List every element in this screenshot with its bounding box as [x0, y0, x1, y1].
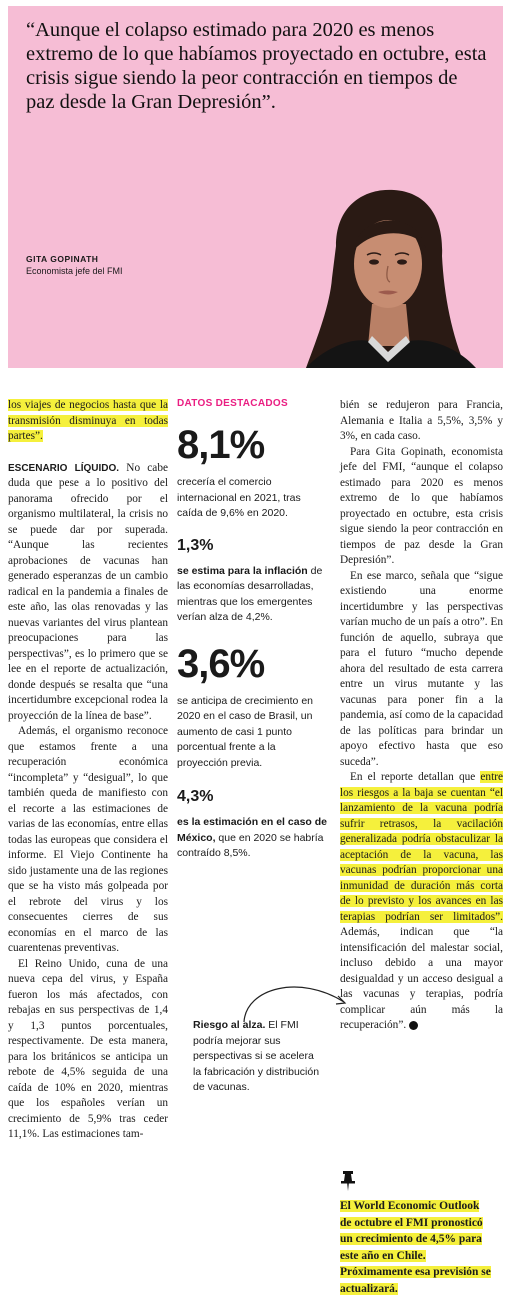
- paragraph: En ese marco, señala que “sigue existiendo una enorme incertidumbre y las perspectivas varían mucho de un país a otro”. En función de aquello, subraya que para el futuro “mucho depende ahora del resultado de esta carrera entre un virus mutante y las vacunas para poner fin a la pandemia, así como de la capacidad de las políticas para brindar un apoyo efectivo hasta que eso suceda”.: [340, 569, 503, 768]
- author-portrait: [266, 186, 503, 368]
- callout-text: El FMI podría mejorar sus perspectivas si se acelera la fabricación y distribución de vacunas.: [193, 1019, 320, 1093]
- paragraph: Además, el organismo reconoce que estamos frente a una recuperación económica “incompleta” y “desigual”, lo que también queda de manifiesto con el recorte a las estimaciones de varias de las economías, entre ellas todas las europeas que considera el informe. El Viejo Continente ha sido justamente una de las regiones que se ha visto más golpeada por el rebrote del virus y los consecuentes cierres de sus economías en el marco de las cuarentenas preventivas.: [8, 725, 168, 954]
- paragraph: El Reino Unido, cuna de una nueva cepa del virus, y España fueron los más afectados, con rebajas en sus perspectivas de 1,4 y 1,3 puntos porcentuales, respectivamente. De esta manera, para los británicos se anticipa un rebote de 4,5% seguida de una caída de 10% en 2020, mientras que los españoles verían un crecimiento de 5,9% tras ceder 11,1%. Las estimaciones tam-: [8, 957, 168, 1140]
- key-figures-box: [177, 398, 329, 862]
- highlighted-lead: los viajes de negocios hasta que la transmisión disminuya en todas partes”.: [8, 399, 168, 442]
- author-name: GITA GOPINATH: [26, 254, 99, 264]
- stat-value: 4,3%: [177, 788, 214, 805]
- section-heading: ESCENARIO LÍQUIDO.: [8, 462, 120, 474]
- stat-value: 8,1%: [177, 423, 265, 467]
- highlighted-passage: entre los riesgos a la baja se cuentan “el lanzamiento de la vacuna podría sufrir retrasos, la vacilación generalizada podría obstaculizar la aceptación de la vacuna, las vacunas podrían proporcionar una inmunidad de duración más corta de lo previsto y los avances en las terapias podrían ser limitados”.: [340, 771, 503, 923]
- article-column-left: [8, 398, 168, 1143]
- pull-quote: “Aunque el colapso estimado para 2020 es menos extremo de lo que habíamos proyectado en octubre, esta crisis sigue siendo la peor contracción en tiempos de paz desde la Gran Depresión”.: [26, 19, 487, 113]
- stat-item: [177, 423, 329, 522]
- stat-description: se estima para la inflación de las economías desarrolladas, mientras que los emergentes verían alza de 4,2%.: [177, 564, 323, 623]
- stat-item: [177, 642, 329, 772]
- stat-value: 1,3%: [177, 536, 214, 554]
- pinned-note: [340, 1198, 492, 1297]
- stat-description: es la estimación en el caso de México, que en 2020 se habría contraído 8,5%.: [177, 816, 327, 859]
- paragraph: En el reporte detallan que entre los riesgos a la baja se cuentan “el lanzamiento de la vacuna podría sufrir retrasos, la vacilación generalizada podría obstaculizar la aceptación de la vacuna, las vacunas podrían proporcionar una inmunidad de duración más corta de lo previsto y los avances en las terapias podrían ser limitados”. Además, indican que “la intensificación del malestar social, incluso debido a una mayor desigualdad y un acceso desigual a las vacunas y terapias, podría complicar aún más la recuperación”. P: [340, 771, 503, 1031]
- quote-attribution: [26, 254, 123, 276]
- stat-description: se anticipa de crecimiento en 2020 en el caso de Brasil, un aumento de casi 1 punto porcentual frente a la proyección previa.: [177, 694, 313, 769]
- stat-description: crecería el comercio internacional en 2021, tras caída de 9,6% en 2020.: [177, 476, 301, 519]
- stat-item: [177, 787, 329, 862]
- end-mark-icon: P: [409, 1021, 418, 1030]
- stat-item: [177, 536, 329, 626]
- article-column-right: [340, 398, 503, 1034]
- pushpin-icon: [340, 1170, 356, 1192]
- callout-riesgo: [193, 1018, 323, 1096]
- paragraph: bién se redujeron para Francia, Alemania e Italia a 5,5%, 3,5% y 3%, en cada caso.: [340, 399, 503, 442]
- note-text: El World Economic Outlook de octubre el FMI pronosticó un crecimiento de 4,5% para este año en Chile. Próximamente esa previsión se actualizará.: [340, 1200, 491, 1295]
- stat-value: 3,6%: [177, 641, 265, 686]
- key-figures-title: DATOS DESTACADOS: [177, 398, 288, 409]
- quote-panel: [8, 6, 503, 368]
- paragraph: ESCENARIO LÍQUIDO. No cabe duda que pese a lo positivo del panorama ofrecido por el organismo multilateral, la crisis no se puede dar por superada. “Aunque las recientes aprobaciones de vacunas han generado esperanzas de un cambio radical en la pandemia a finales de este año, las olas renovadas y las nuevas variantes del virus plantean preocupaciones para las perspectivas”, es lo primero que se lee en el reporte de actualización, donde después se resalta que “una incertidumbre excepcional rodea la proyección de la línea de base”.: [8, 461, 168, 722]
- paragraph: Para Gita Gopinath, economista jefe del FMI, “aunque el colapso estimado para 2020 es menos extremo de lo que habíamos proyectado en octubre, esta crisis sigue siendo la peor contracción en tiempos de paz desde la Gran Depresión”.: [340, 445, 503, 566]
- author-role: Economista jefe del FMI: [26, 266, 123, 276]
- callout-heading: Riesgo al alza.: [193, 1019, 266, 1031]
